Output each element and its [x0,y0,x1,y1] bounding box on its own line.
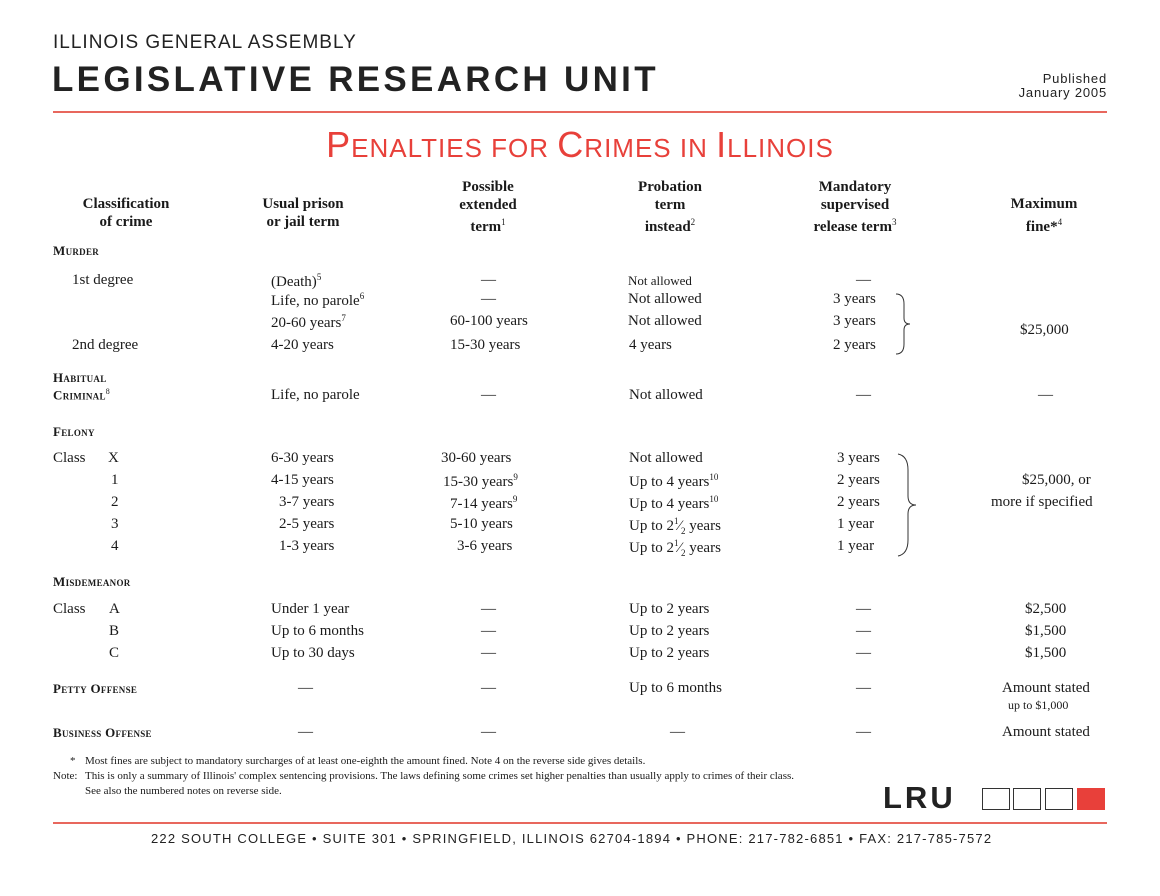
felony-fine: $25,000, or [1022,472,1091,488]
table-cell: 2-5 years [279,516,335,532]
footnote-star-mark: * [70,755,76,767]
misdemeanor-class: A [109,601,120,617]
table-cell: — [481,623,496,639]
table-cell: 3-7 years [279,494,335,510]
table-cell: up to $1,000 [1008,698,1069,712]
table-cell: Amount stated [1002,724,1090,740]
lru-logo: LRU [883,780,956,815]
table-cell: 2 years [833,337,876,353]
table-cell: Up to 6 months [629,680,722,696]
felony-fine-line2: more if specified [991,494,1093,510]
misdemeanor-class: C [109,645,120,661]
table-cell: 3 years [833,313,876,329]
table-cell: $1,500 [1025,623,1067,639]
felony-class: 2 [111,494,119,510]
table-cell: $2,500 [1025,601,1067,617]
table-cell: Not allowed [629,387,703,403]
table-cell: Not allowed [628,291,702,307]
table-cell: — [856,645,871,661]
table-cell: (Death)$^5$ [271,272,322,290]
logo-box-accent [1077,788,1105,810]
table-cell: — [856,601,871,617]
published-label: Published [1042,71,1107,86]
table-cell: Up to 2 years [629,645,710,661]
col-header-classification: Classification of crime [82,196,170,230]
table-cell: — [856,387,871,403]
col-header-extended: Possible extended term$^1$ [459,179,517,235]
header-rule [53,111,1107,113]
assembly-name: ILLINOIS GENERAL ASSEMBLY [53,32,357,53]
table-cell: Not allowed [629,450,703,466]
table-cell: — [481,387,496,403]
misdemeanor-class-label: Class [53,601,86,617]
table-cell: — [856,623,871,639]
table-cell: Up to 6 months [271,623,364,639]
section-petty-offense: Petty Offense [53,681,138,696]
section-misdemeanor: Misdemeanor [53,574,131,589]
table-cell: 15-30 years [450,337,521,353]
table-cell: 15-30 years$^9$ [443,472,518,490]
felony-class: X [108,450,119,466]
note-line2: See also the numbered notes on reverse side. [85,785,282,797]
table-cell: Not allowed [628,313,702,329]
brace-icon [896,452,922,558]
section-felony: Felony [53,424,95,439]
table-cell: — [856,724,871,740]
table-cell: — [481,645,496,661]
published-date: January 2005 [1018,85,1107,100]
felony-class-label: Class [53,450,86,466]
table-cell: 1-3 years [279,538,335,554]
section-murder: Murder [53,243,100,258]
felony-class: 4 [111,538,119,554]
section-habitual-line2: Criminal$^8$ [53,387,111,403]
section-habitual: Habitual [53,370,107,385]
table-cell: Not allowed [628,273,692,288]
table-cell: 5-10 years [450,516,513,532]
table-cell: — [298,724,313,740]
felony-class: 3 [111,516,119,532]
table-cell: 1 year [837,538,875,554]
table-cell: — [856,272,871,288]
table-cell: Life, no parole [271,387,360,403]
table-cell: — [481,680,496,696]
table-cell: $1,500 [1025,645,1067,661]
table-cell: Amount stated [1002,680,1090,696]
table-cell: 3 years [837,450,880,466]
table-cell: Up to $2^1⁄_2$ years [629,516,721,536]
table-cell: — [298,680,313,696]
table-cell: 60-100 years [450,313,528,329]
page-title: PENALTIES FOR CRIMES IN ILLINOIS [326,124,834,165]
table-cell: — [481,291,496,307]
table-cell: Up to $2^1⁄_2$ years [629,538,721,558]
footer-rule [53,822,1107,824]
murder-second-degree: 2nd degree [72,337,139,353]
table-cell: — [481,601,496,617]
table-cell: Up to 4 years$^{10}$ [629,472,719,490]
table-cell: 6-30 years [271,450,334,466]
logo-box [1013,788,1041,810]
col-header-probation: Probation term instead$^2$ [638,179,702,235]
table-cell: Life, no parole$^6$ [271,291,365,309]
section-business-offense: Business Offense [53,725,152,740]
table-cell: 2 years [837,472,880,488]
table-cell: Up to 2 years [629,623,710,639]
table-cell: 1 year [837,516,875,532]
table-cell: 4-20 years [271,337,334,353]
table-cell: — [856,680,871,696]
murder-fine: $25,000 [1020,322,1069,338]
brace-icon [894,292,914,356]
table-cell: — [481,272,496,288]
col-header-fine: Maximum fine*$^4$ [1010,196,1078,235]
table-cell: 3-6 years [457,538,513,554]
table-cell: — [1038,387,1053,403]
table-cell: 3 years [833,291,876,307]
table-cell: Under 1 year [271,601,350,617]
felony-class: 1 [111,472,119,488]
unit-name: LEGISLATIVE RESEARCH UNIT [52,60,659,99]
murder-first-degree: 1st degree [72,272,134,288]
logo-box [982,788,1010,810]
misdemeanor-class: B [109,623,120,639]
col-header-usual: Usual prison or jail term [262,196,344,230]
table-cell: Up to 4 years$^{10}$ [629,494,719,512]
table-cell: Up to 30 days [271,645,355,661]
note-label: Note: [53,770,78,782]
table-cell: — [670,724,685,740]
table-cell: — [481,724,496,740]
table-cell: 30-60 years [441,450,512,466]
table-cell: 2 years [837,494,880,510]
table-cell: 20-60 years$^7$ [271,313,346,331]
table-cell: Up to 2 years [629,601,710,617]
footnote-star: Most fines are subject to mandatory surcharges of at least one-eighth the amount fined. Note 4 on the reverse side gives details. [85,755,646,767]
logo-box [1045,788,1073,810]
table-cell: 4-15 years [271,472,334,488]
note-line1: This is only a summary of Illinois' complex sentencing provisions. The laws defining some crimes set higher penalties than usually apply to crimes of their class. [85,770,795,782]
col-header-mandatory: Mandatory supervised release term$^3$ [813,179,897,235]
table-cell: 4 years [629,337,672,353]
table-cell: 7-14 years$^9$ [450,494,518,512]
footer-address: 222 SOUTH COLLEGE • SUITE 301 • SPRINGFIELD, ILLINOIS 62704-1894 • PHONE: 217-782-6851 • FAX: 217-785-7572 [151,831,993,846]
